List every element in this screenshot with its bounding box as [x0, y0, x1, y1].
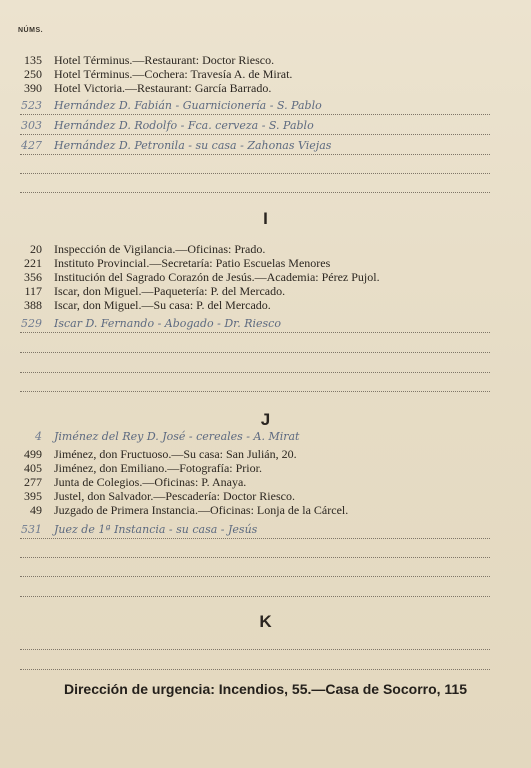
entry-row [14, 503, 494, 517]
entry-number: 20 [30, 242, 42, 256]
emergency-footer: Dirección de urgencia: Incendios, 55.—Casa de Socorro, 115 [63, 681, 468, 697]
entry-text: Institución del Sagrado Corazón de Jesús.—Academia: Pérez Pujol. [54, 270, 380, 284]
dotted-line [20, 192, 490, 193]
column-header-nums: NÚMS. [18, 27, 44, 34]
entry-number: 499 [24, 447, 42, 461]
entry-row [14, 447, 494, 461]
dotted-line [20, 154, 490, 155]
dotted-line [20, 557, 490, 558]
dotted-line [20, 134, 490, 135]
entry-text: Hotel Términus.—Cochera: Travesía A. de Mirat. [54, 67, 293, 81]
entry-text: Hernández D. Fabián - Guarnicionería - S. Pablo [54, 99, 322, 112]
entry-row [14, 461, 494, 475]
entry-text: Iscar, don Miguel.—Paquetería: P. del Mercado. [54, 284, 286, 298]
entry-text: Jiménez, don Emiliano.—Fotografía: Prior. [54, 461, 262, 475]
entry-row [14, 67, 494, 81]
section-letter-j: J [260, 410, 271, 429]
dotted-line [20, 669, 490, 670]
entry-text: Hotel Victoria.—Restaurant: García Barrado. [54, 81, 272, 95]
entry-text: Instituto Provincial.—Secretaría: Patio Escuelas Menores [54, 256, 331, 270]
entry-number: 395 [24, 489, 42, 503]
dotted-line [20, 372, 490, 373]
entry-text: Juzgado de Primera Instancia.—Oficinas: Lonja de la Cárcel. [54, 503, 349, 517]
entry-text: Junta de Colegios.—Oficinas: P. Anaya. [54, 475, 247, 489]
dotted-line [20, 114, 490, 115]
handwritten-entry [14, 316, 494, 332]
entry-text: Iscar, don Miguel.—Su casa: P. del Mercado. [54, 298, 271, 312]
entry-text: Hernández D. Rodolfo - Fca. cerveza - S. Pablo [54, 119, 314, 132]
entry-number: 221 [24, 256, 42, 270]
entry-row [14, 475, 494, 489]
handwritten-entry [14, 138, 494, 154]
entry-number: 277 [24, 475, 42, 489]
handwritten-entry [14, 429, 494, 445]
entry-number: 135 [24, 53, 42, 67]
dotted-line [20, 173, 490, 174]
dotted-line [20, 649, 490, 650]
entry-text: Hotel Términus.—Restaurant: Doctor Riesco. [54, 53, 275, 67]
entry-text: Iscar D. Fernando - Abogado - Dr. Riesco [54, 317, 281, 330]
entry-row [14, 284, 494, 298]
dotted-line [20, 332, 490, 333]
entry-number: 523 [21, 99, 42, 112]
entry-text: Hernández D. Petronila - su casa - Zahonas Viejas [54, 139, 332, 152]
entry-number: 531 [21, 523, 42, 536]
entry-row [14, 256, 494, 270]
dotted-line [20, 596, 490, 597]
entry-row [14, 242, 494, 256]
dotted-line [20, 391, 490, 392]
entry-text: Juez de 1ª Instancia - su casa - Jesús [54, 523, 258, 536]
entry-number: 405 [24, 461, 42, 475]
entry-text: Justel, don Salvador.—Pescadería: Doctor Riesco. [54, 489, 295, 503]
entry-text: Jiménez del Rey D. José - cereales - A. Mirat [54, 430, 300, 443]
entry-row [14, 298, 494, 312]
entry-number: 356 [24, 270, 42, 284]
section-letter-i: I [263, 209, 268, 228]
entry-number: 529 [21, 317, 42, 330]
dotted-line [20, 576, 490, 577]
entry-number: 427 [21, 139, 42, 152]
entry-number: 49 [30, 503, 42, 517]
handwritten-entry [14, 522, 494, 538]
handwritten-entry [14, 118, 494, 134]
handwritten-entry [14, 98, 494, 114]
entry-number: 117 [24, 284, 42, 298]
entry-number: 390 [24, 81, 42, 95]
entry-row [14, 53, 494, 67]
section-letter-k: K [259, 612, 272, 631]
entry-number: 303 [21, 119, 42, 132]
entry-number: 388 [24, 298, 42, 312]
entry-number: 250 [24, 67, 42, 81]
entry-row [14, 270, 494, 284]
dotted-line [20, 538, 490, 539]
entry-text: Inspección de Vigilancia.—Oficinas: Prado. [54, 242, 266, 256]
entry-row [14, 81, 494, 95]
dotted-line [20, 352, 490, 353]
entry-row [14, 489, 494, 503]
entry-text: Jiménez, don Fructuoso.—Su casa: San Julián, 20. [54, 447, 297, 461]
entry-number: 4 [35, 430, 42, 443]
